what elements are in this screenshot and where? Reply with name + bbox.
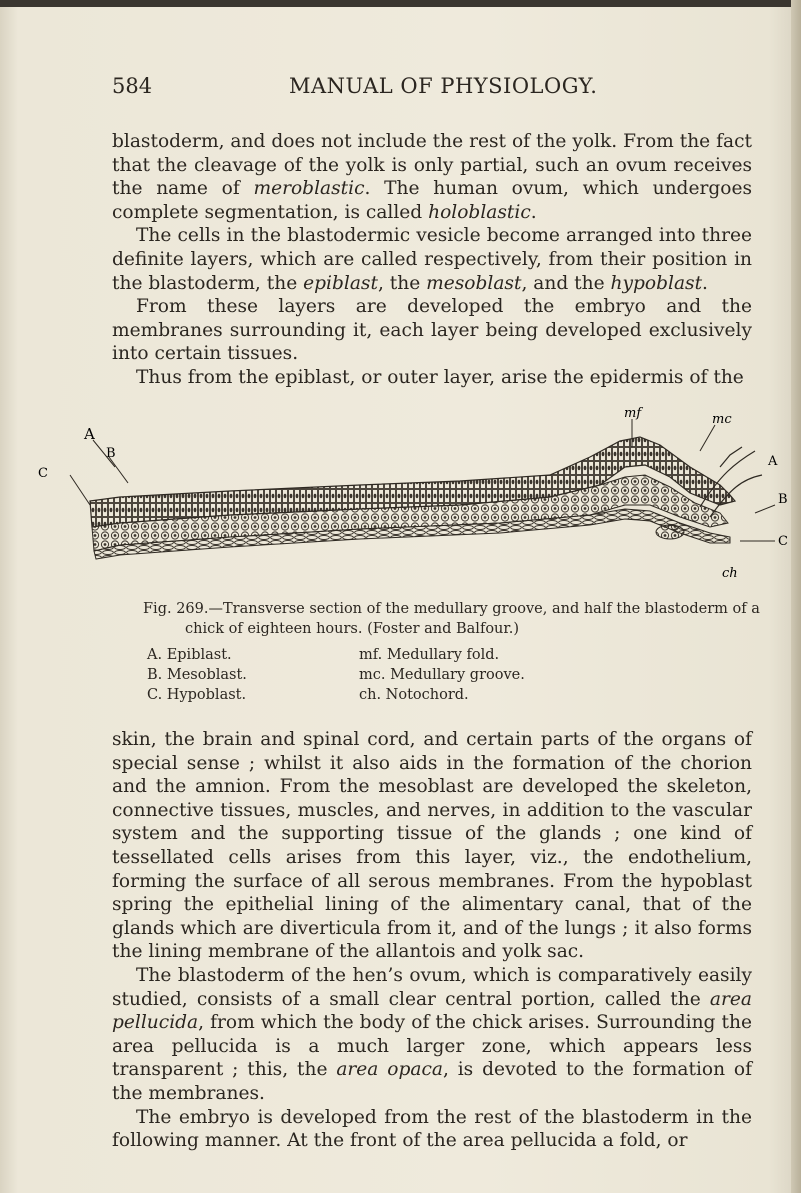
running-head: MANUAL OF PHYSIOLOGY. <box>289 74 598 98</box>
page-top-shadow <box>0 0 801 7</box>
label-a-right: A <box>768 454 778 469</box>
caption-line-2: chick of eighteen hours. (Foster and Balfour.) <box>185 621 519 637</box>
text-run: skin, the brain and spinal cord, and certain parts of the organs of special sense ; whilst it also aids in the formation of the chorion and the amnion. From the mesoblast are developed the skeleton, connective tissues, muscles, and nerves, in addition to the vascular system and the supporting tissue of the glands ; one kind of tessellated cells arises from this layer, viz., the endothelium, forming the surface of all serous membranes. From the hypoblast spring the epithelial lining of the alimentary canal, that of the glands which are diverticula from it, and of the lungs ; it also forms the lining membrane of the allantois and yolk sac. <box>112 729 752 963</box>
italic-term: holoblastic <box>428 201 531 223</box>
figure-blastoderm-section <box>30 405 790 580</box>
paragraph <box>112 366 752 390</box>
notochord <box>656 525 684 539</box>
legend-medullary-groove: mc. Medullary groove. <box>359 667 525 683</box>
text-run: , the <box>377 272 427 294</box>
paragraph <box>112 1106 752 1153</box>
medullary-fold-edge <box>720 447 742 467</box>
legend-notochord: ch. Notochord. <box>359 687 469 703</box>
text-run: . The human ovum, which undergoes complete segmentation, is called <box>112 178 752 223</box>
text-run: The blastoderm of the hen’s ovum, which is comparatively easily studied, consists of a small clear central portion, called the <box>112 964 752 1010</box>
paragraph <box>112 964 752 1106</box>
text-run: , and the <box>521 272 611 294</box>
italic-term: epiblast <box>303 272 378 294</box>
text-run: . <box>702 272 708 294</box>
legend-hypoblast: C. Hypoblast. <box>147 687 247 703</box>
italic-term: mesoblast <box>426 272 522 294</box>
italic-term: area pellucida <box>112 988 752 1034</box>
legend-epiblast: A. Epiblast. <box>147 647 232 663</box>
text-run: blastoderm, and does not include the rest of the yolk. From the fact that the cleavage of the yolk is only partial, such an ovum receives the name of <box>112 131 752 200</box>
text-run: . <box>530 201 537 223</box>
italic-term: hypoblast <box>610 272 703 294</box>
paragraph <box>112 224 752 295</box>
paragraph <box>112 295 752 366</box>
paragraph <box>112 130 752 224</box>
page-header <box>112 68 752 102</box>
label-a-left: A <box>84 425 95 443</box>
text-run: The cells in the blastodermic vesicle become arranged into three definite layers, which are called respectively, from their position in the blastoderm, the <box>112 225 752 294</box>
label-b-left: B <box>106 446 116 461</box>
legend-mesoblast: B. Mesoblast. <box>147 667 247 683</box>
label-ch: ch <box>722 566 738 580</box>
label-mc: mc <box>712 412 732 427</box>
text-run: , is devoted to the formation of the membranes. <box>112 1059 753 1104</box>
label-mf: mf <box>624 406 642 421</box>
label-c-left: C <box>38 466 48 481</box>
text-block-top <box>112 130 752 390</box>
caption-line-1: Fig. 269.—Transverse section of the medullary groove, and half the blastoderm of a <box>143 601 760 617</box>
italic-term: area opaca <box>336 1059 443 1081</box>
text-run: From these layers are developed the embryo and the membranes surrounding it, each layer being developed exclusively into certain tissues. <box>112 296 752 365</box>
text-run: The embryo is developed from the rest of the blastoderm in the following manner. At the front of the area pellucida a fold, or <box>112 1106 752 1152</box>
text-block-bottom <box>112 728 752 1153</box>
text-run: Thus from the epiblast, or outer layer, arise the epidermis of the <box>136 366 744 388</box>
paragraph <box>112 728 752 964</box>
label-b-right: B <box>778 492 788 507</box>
label-c-right: C <box>778 534 788 549</box>
legend-medullary-fold: mf. Medullary fold. <box>359 647 500 663</box>
page-edge <box>791 0 801 1193</box>
text-run: , from which the body of the chick arises. Surrounding the area pellucida is a much larger zone, which appears less transparent ; this, the <box>112 1012 752 1081</box>
italic-term: meroblastic <box>253 178 365 200</box>
page-number: 584 <box>112 74 153 98</box>
